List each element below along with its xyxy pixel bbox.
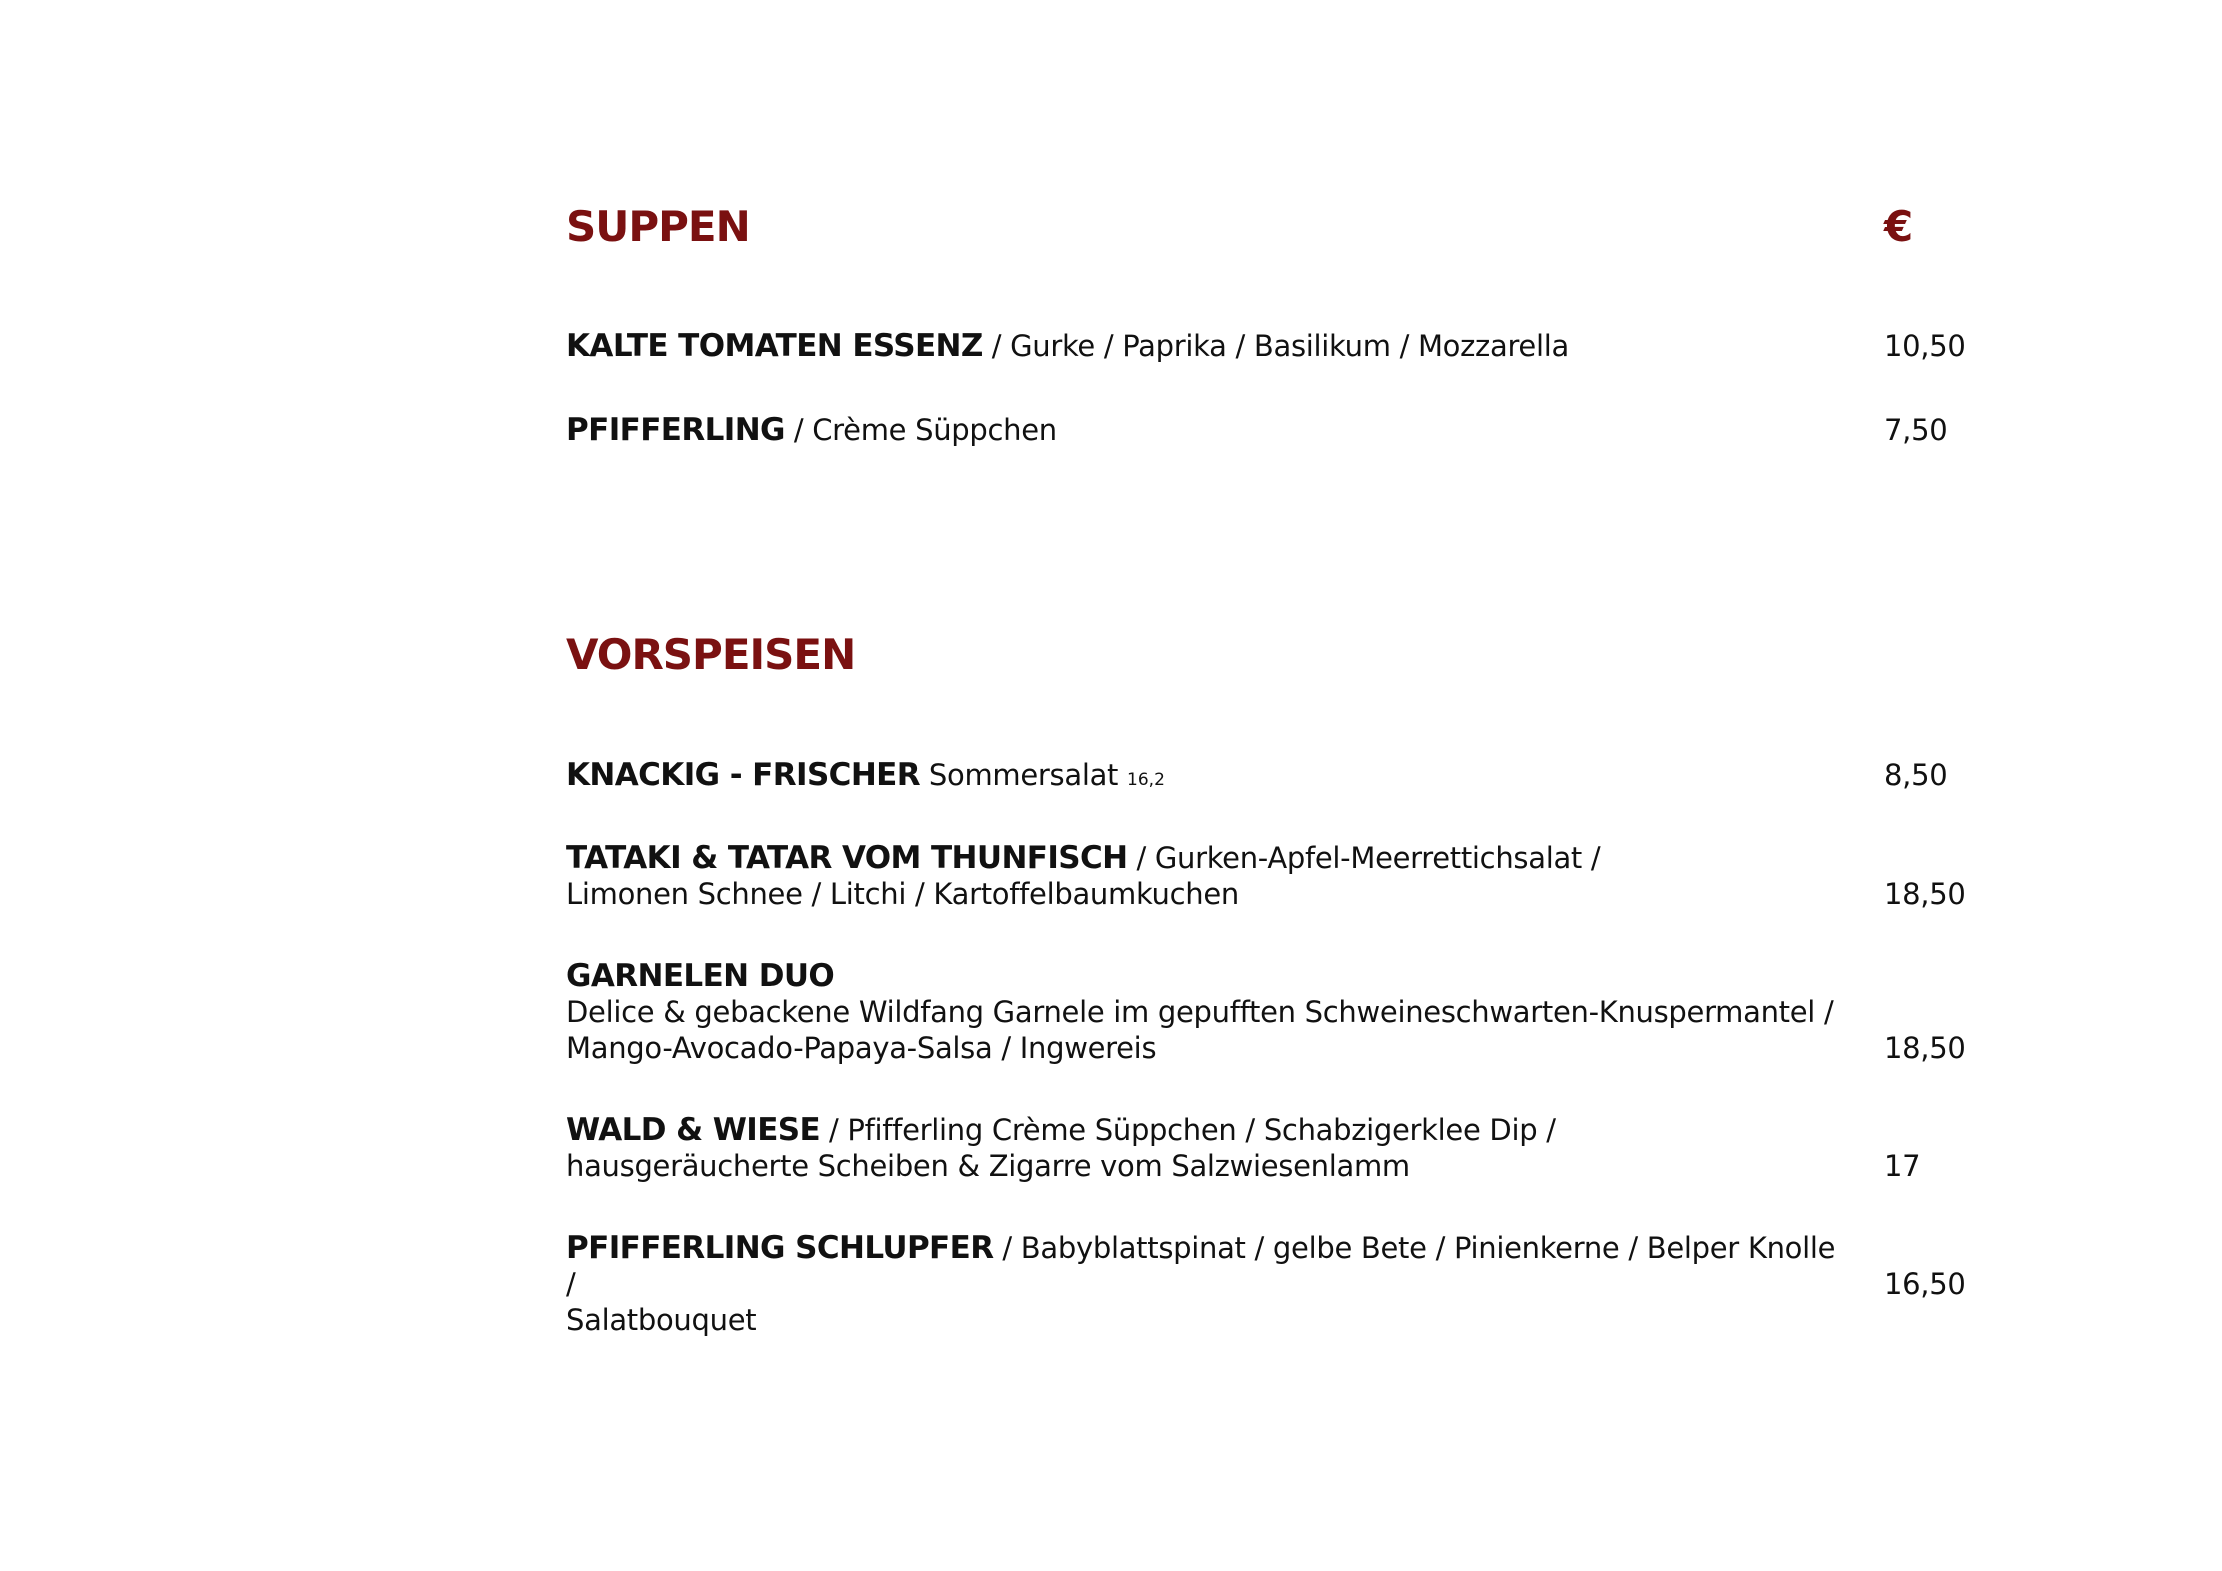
item-name: KALTE TOMATEN ESSENZ: [566, 328, 983, 364]
menu-item-kalte-tomaten-essenz: [566, 328, 1836, 364]
item-price: 8,50: [1884, 758, 1948, 792]
item-description-line2: Limonen Schnee / Litchi / Kartoffelbaumkuchen: [566, 877, 1239, 911]
menu-item-knackig-frischer: [566, 757, 1836, 798]
item-price: 16,50: [1884, 1267, 1966, 1301]
item-price: 18,50: [1884, 877, 1966, 911]
item-description-line1: Delice & gebackene Wildfang Garnele im gepufften Schweineschwarten-Knuspermantel /: [566, 995, 1834, 1029]
item-price: 7,50: [1884, 413, 1948, 447]
menu-item-tataki-tatar: [566, 840, 1836, 912]
item-description: / Crème Süppchen: [784, 413, 1057, 447]
item-price: 10,50: [1884, 329, 1966, 363]
item-price: 18,50: [1884, 1031, 1966, 1065]
menu-item-wald-wiese: [566, 1112, 1836, 1184]
item-price: 17: [1884, 1149, 1921, 1183]
section-title-vorspeisen: VORSPEISEN: [566, 630, 856, 679]
item-name: TATAKI & TATAR VOM THUNFISCH: [566, 840, 1128, 876]
menu-item-garnelen-duo: [566, 958, 1836, 1066]
item-description: Sommersalat: [920, 758, 1128, 792]
item-name: KNACKIG - FRISCHER: [566, 757, 921, 793]
menu-item-pfifferling-schlupfer: [566, 1230, 1836, 1338]
item-description-line1: / Gurken-Apfel-Meerrettichsalat /: [1127, 841, 1601, 875]
allergen-tag: 16,2: [1127, 770, 1165, 790]
item-description-line1: / Babyblattspinat / gelbe Bete / Pinienkerne / Belper Knolle /: [566, 1231, 1836, 1301]
item-description-line1: / Pfifferling Crème Süppchen / Schabzigerklee Dip /: [820, 1113, 1556, 1147]
item-name: PFIFFERLING SCHLUPFER: [566, 1230, 994, 1266]
item-name: PFIFFERLING: [566, 412, 785, 448]
item-description-line2: Mango-Avocado-Papaya-Salsa / Ingwereis: [566, 1031, 1157, 1065]
currency-header: €: [1884, 202, 1914, 251]
section-title-suppen: SUPPEN: [566, 202, 750, 251]
item-name: WALD & WIESE: [566, 1112, 821, 1148]
item-description-line2: Salatbouquet: [566, 1303, 757, 1337]
item-description: / Gurke / Paprika / Basilikum / Mozzarella: [982, 329, 1569, 363]
item-description-line2: hausgeräucherte Scheiben & Zigarre vom Salzwiesenlamm: [566, 1149, 1410, 1183]
item-name: GARNELEN DUO: [566, 958, 835, 994]
menu-item-pfifferling: [566, 412, 1836, 448]
